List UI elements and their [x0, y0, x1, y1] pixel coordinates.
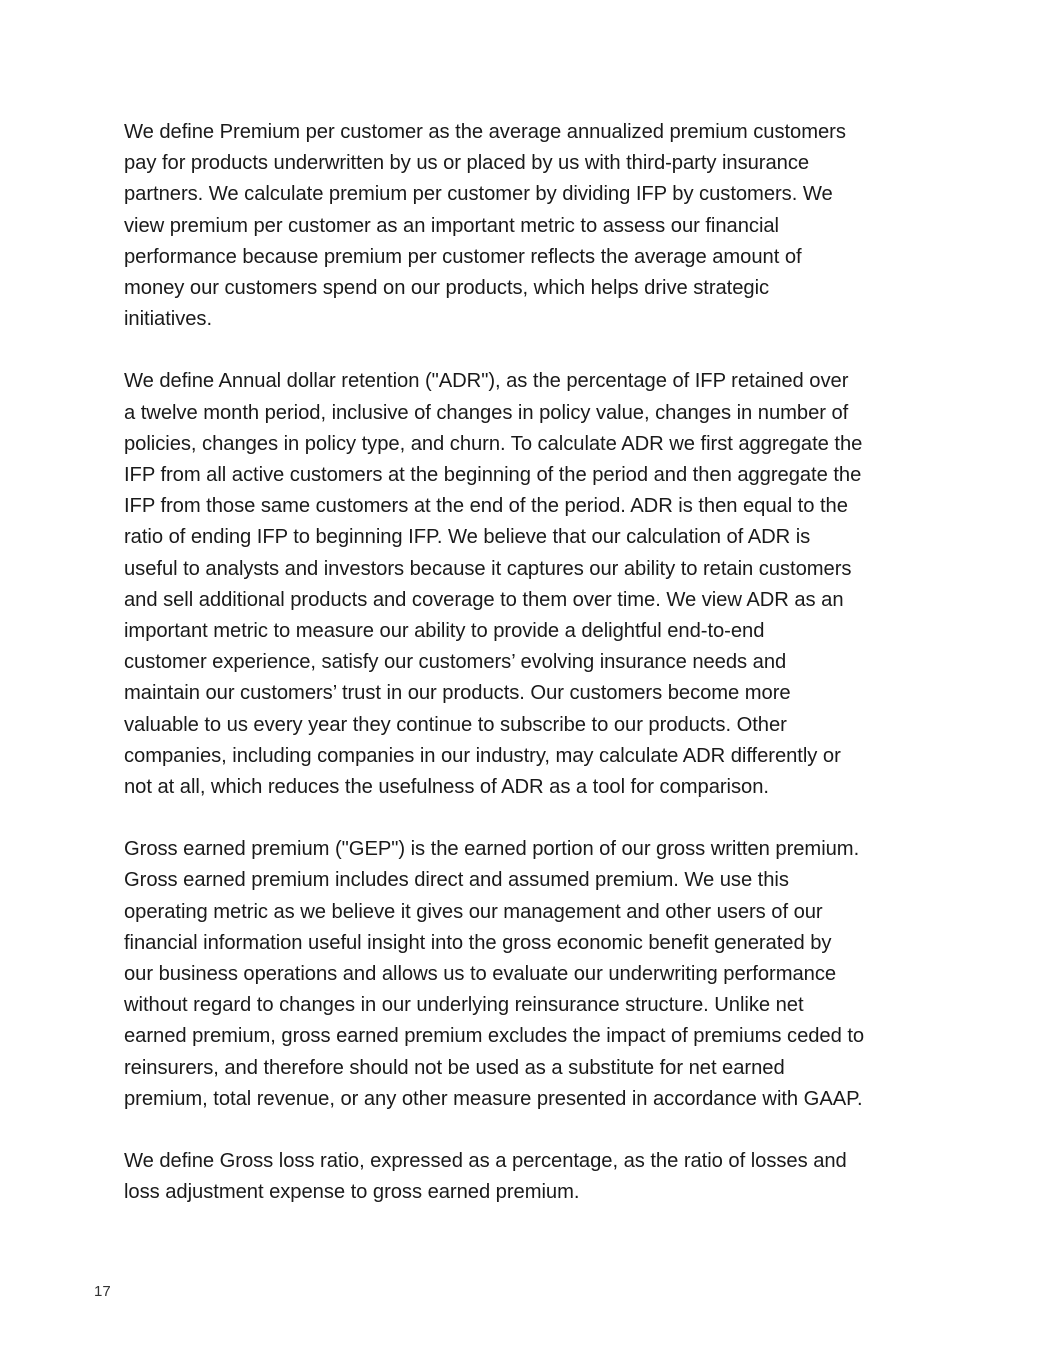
paragraph-line: customer experience, satisfy our customers’ evolving insurance needs and [124, 651, 787, 674]
paragraph-line: loss adjustment expense to gross earned premium. [124, 1181, 580, 1204]
paragraph-line: a twelve month period, inclusive of changes in policy value, changes in number of [124, 401, 849, 424]
paragraph-line: earned premium, gross earned premium excludes the impact of premiums ceded to [124, 1025, 865, 1048]
paragraph-line: companies, including companies in our industry, may calculate ADR differently or [124, 744, 841, 767]
paragraph-line: money our customers spend on our products, which helps drive strategic [124, 277, 770, 300]
paragraph-line: We define Annual dollar retention ("ADR"), as the percentage of IFP retained over [124, 370, 849, 393]
page-number: 17 [94, 1283, 111, 1300]
paragraph-line: valuable to us every year they continue to subscribe to our products. Other [124, 713, 787, 736]
paragraph [124, 117, 939, 335]
paragraph-line: important metric to measure our ability to provide a delightful end-to-end [124, 620, 765, 643]
paragraph-line: view premium per customer as an important metric to assess our financial [124, 214, 779, 237]
paragraph-line: financial information useful insight into the gross economic benefit generated by [124, 931, 832, 954]
paragraph-line: reinsurers, and therefore should not be used as a substitute for net earned [124, 1056, 785, 1079]
paragraph-line: IFP from all active customers at the beginning of the period and then aggregate the [124, 464, 862, 487]
paragraph-line: our business operations and allows us to evaluate our underwriting performance [124, 963, 837, 986]
paragraph-line: Gross earned premium includes direct and assumed premium. We use this [124, 869, 789, 892]
paragraph-line: We define Premium per customer as the average annualized premium customers [124, 121, 846, 143]
paragraph-line: We define Gross loss ratio, expressed as a percentage, as the ratio of losses and [124, 1150, 847, 1173]
paragraph-line: performance because premium per customer reflects the average amount of [124, 245, 802, 268]
paragraph-line: without regard to changes in our underlying reinsurance structure. Unlike net [124, 994, 804, 1017]
paragraph-line: premium, total revenue, or any other measure presented in accordance with GAAP. [124, 1087, 863, 1110]
paragraph-line: not at all, which reduces the usefulness of ADR as a tool for comparison. [124, 776, 769, 799]
paragraph [124, 1146, 939, 1208]
paragraph-line: and sell additional products and coverage to them over time. We view ADR as an [124, 588, 844, 611]
paragraph-line: partners. We calculate premium per customer by dividing IFP by customers. We [124, 183, 833, 206]
paragraph-line: IFP from those same customers at the end of the period. ADR is then equal to the [124, 495, 848, 518]
paragraph-line: policies, changes in policy type, and churn. To calculate ADR we first aggregate the [124, 432, 863, 455]
paragraph-line: maintain our customers’ trust in our products. Our customers become more [124, 682, 791, 705]
document-body [124, 117, 939, 1240]
paragraph-line: useful to analysts and investors because it captures our ability to retain customers [124, 557, 852, 580]
paragraph [124, 366, 939, 803]
paragraph-line: pay for products underwritten by us or placed by us with third-party insurance [124, 152, 810, 175]
paragraph [124, 834, 939, 1115]
paragraph-line: initiatives. [124, 308, 213, 331]
paragraph-line: Gross earned premium ("GEP") is the earned portion of our gross written premium. [124, 838, 860, 861]
paragraph-line: operating metric as we believe it gives our management and other users of our [124, 900, 823, 923]
paragraph-line: ratio of ending IFP to beginning IFP. We believe that our calculation of ADR is [124, 526, 811, 549]
